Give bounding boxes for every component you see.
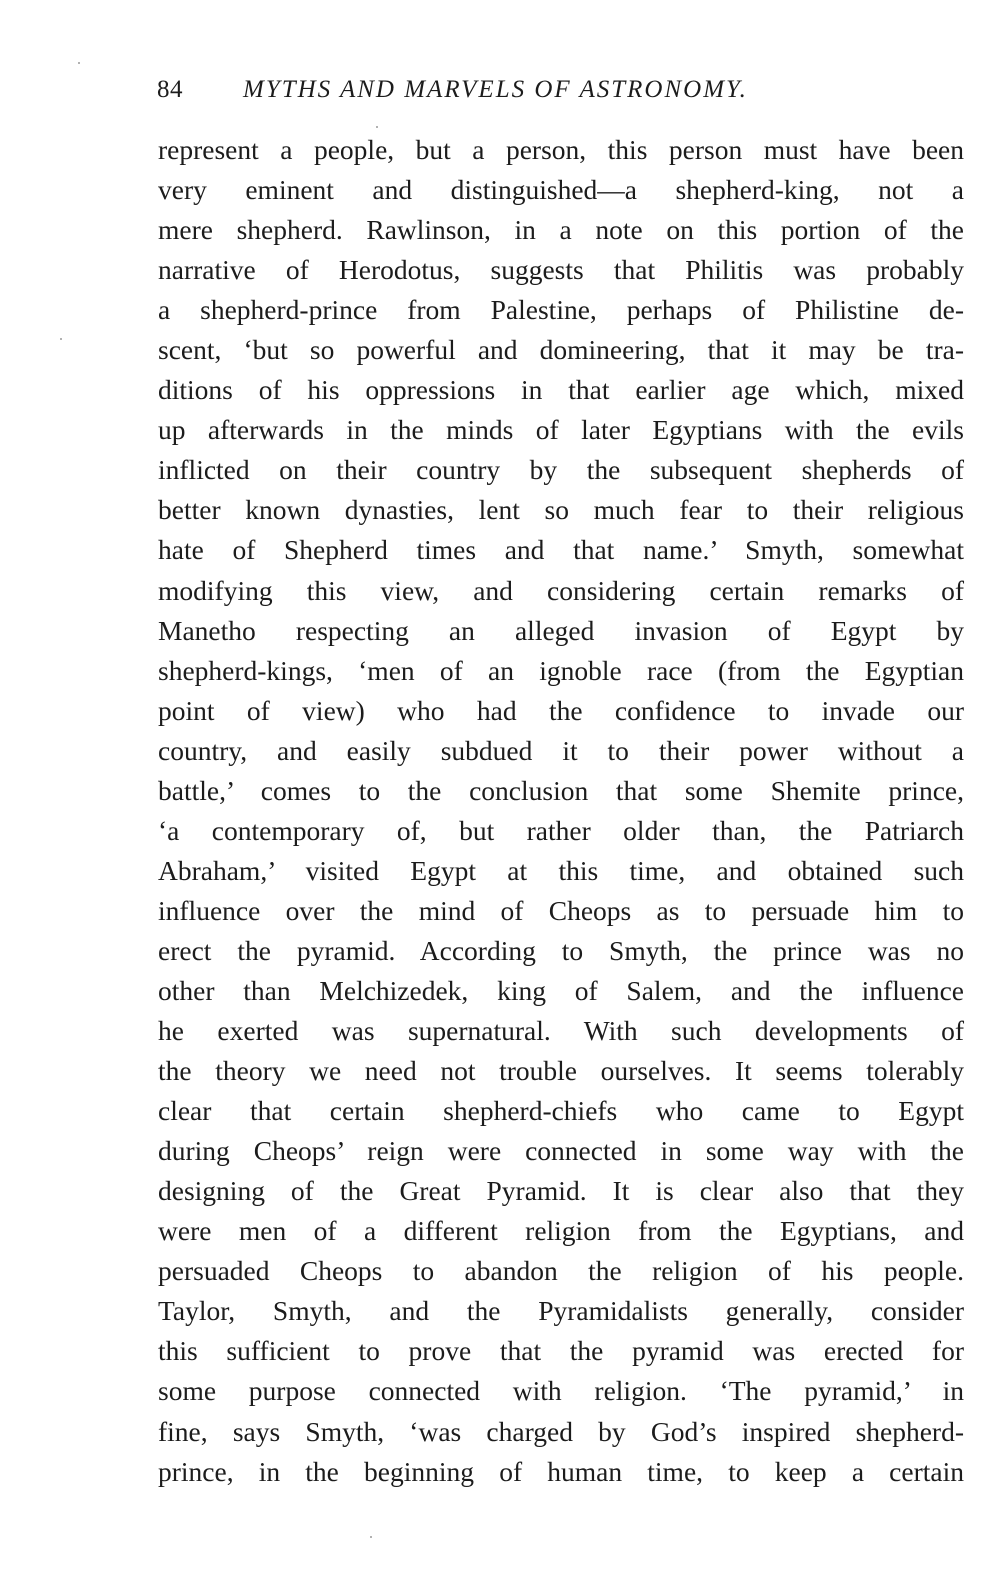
text-line: inflicted on their country by the subsequent shepherds of bbox=[158, 454, 964, 486]
text-line: mere shepherd. Rawlinson, in a note on this portion of the bbox=[158, 214, 964, 246]
text-line: influence over the mind of Cheops as to persuade him to bbox=[158, 894, 964, 926]
text-line: he exerted was supernatural. With such developments of bbox=[158, 1015, 964, 1047]
text-line: point of view) who had the confidence to invade our bbox=[158, 694, 964, 726]
text-line: hate of Shepherd times and that name.’ Smyth, somewhat bbox=[158, 534, 964, 566]
text-line: clear that certain shepherd-chiefs who came to Egypt bbox=[158, 1095, 964, 1127]
text-line: up afterwards in the minds of later Egyptians with the evils bbox=[158, 414, 964, 446]
text-line: some purpose connected with religion. ‘The pyramid,’ in bbox=[158, 1375, 964, 1407]
text-line: the theory we need not trouble ourselves. It seems tolerably bbox=[158, 1055, 964, 1087]
text-line: battle,’ comes to the conclusion that some Shemite prince, bbox=[158, 774, 964, 806]
text-line: better known dynasties, lent so much fear to their religious bbox=[158, 494, 964, 526]
text-line: Manetho respecting an alleged invasion of Egypt by bbox=[158, 614, 964, 646]
text-line: scent, ‘but so powerful and domineering, that it may be tra- bbox=[158, 334, 964, 366]
running-title: MYTHS AND MARVELS OF ASTRONOMY. bbox=[243, 76, 748, 103]
text-line: other than Melchizedek, king of Salem, and the influence bbox=[158, 974, 964, 1006]
text-line: prince, in the beginning of human time, to keep a certain bbox=[158, 1455, 964, 1487]
text-line: Taylor, Smyth, and the Pyramidalists generally, consider bbox=[158, 1295, 964, 1327]
text-line: country, and easily subdued it to their power without a bbox=[158, 734, 964, 766]
text-line: narrative of Herodotus, suggests that Philitis was probably bbox=[158, 254, 964, 286]
text-line: fine, says Smyth, ‘was charged by God’s inspired shepherd- bbox=[158, 1415, 964, 1447]
text-line: designing of the Great Pyramid. It is clear also that they bbox=[158, 1175, 964, 1207]
text-line: persuaded Cheops to abandon the religion of his people. bbox=[158, 1255, 964, 1287]
text-line: ‘a contemporary of, but rather older than, the Patriarch bbox=[158, 814, 964, 846]
text-line: erect the pyramid. According to Smyth, the prince was no bbox=[158, 934, 964, 966]
text-line: a shepherd-prince from Palestine, perhaps of Philistine de- bbox=[158, 294, 964, 326]
scan-speck bbox=[78, 62, 80, 64]
text-line: represent a people, but a person, this person must have been bbox=[158, 134, 964, 165]
body-text bbox=[158, 130, 964, 1492]
scan-speck bbox=[376, 126, 378, 128]
text-line: ditions of his oppressions in that earlier age which, mixed bbox=[158, 374, 964, 406]
page-number: 84 bbox=[157, 76, 183, 103]
text-line: Abraham,’ visited Egypt at this time, and obtained such bbox=[158, 854, 964, 886]
scan-speck bbox=[60, 338, 62, 340]
running-head bbox=[157, 72, 963, 108]
text-line: during Cheops’ reign were connected in some way with the bbox=[158, 1135, 964, 1167]
text-line: modifying this view, and considering certain remarks of bbox=[158, 574, 964, 606]
text-line: were men of a different religion from the Egyptians, and bbox=[158, 1215, 964, 1247]
text-line: very eminent and distinguished—a shepherd-king, not a bbox=[158, 174, 964, 206]
text-line: shepherd-kings, ‘men of an ignoble race (from the Egyptian bbox=[158, 654, 964, 686]
scan-speck bbox=[370, 1536, 372, 1538]
text-line: this sufficient to prove that the pyramid was erected for bbox=[158, 1335, 964, 1367]
